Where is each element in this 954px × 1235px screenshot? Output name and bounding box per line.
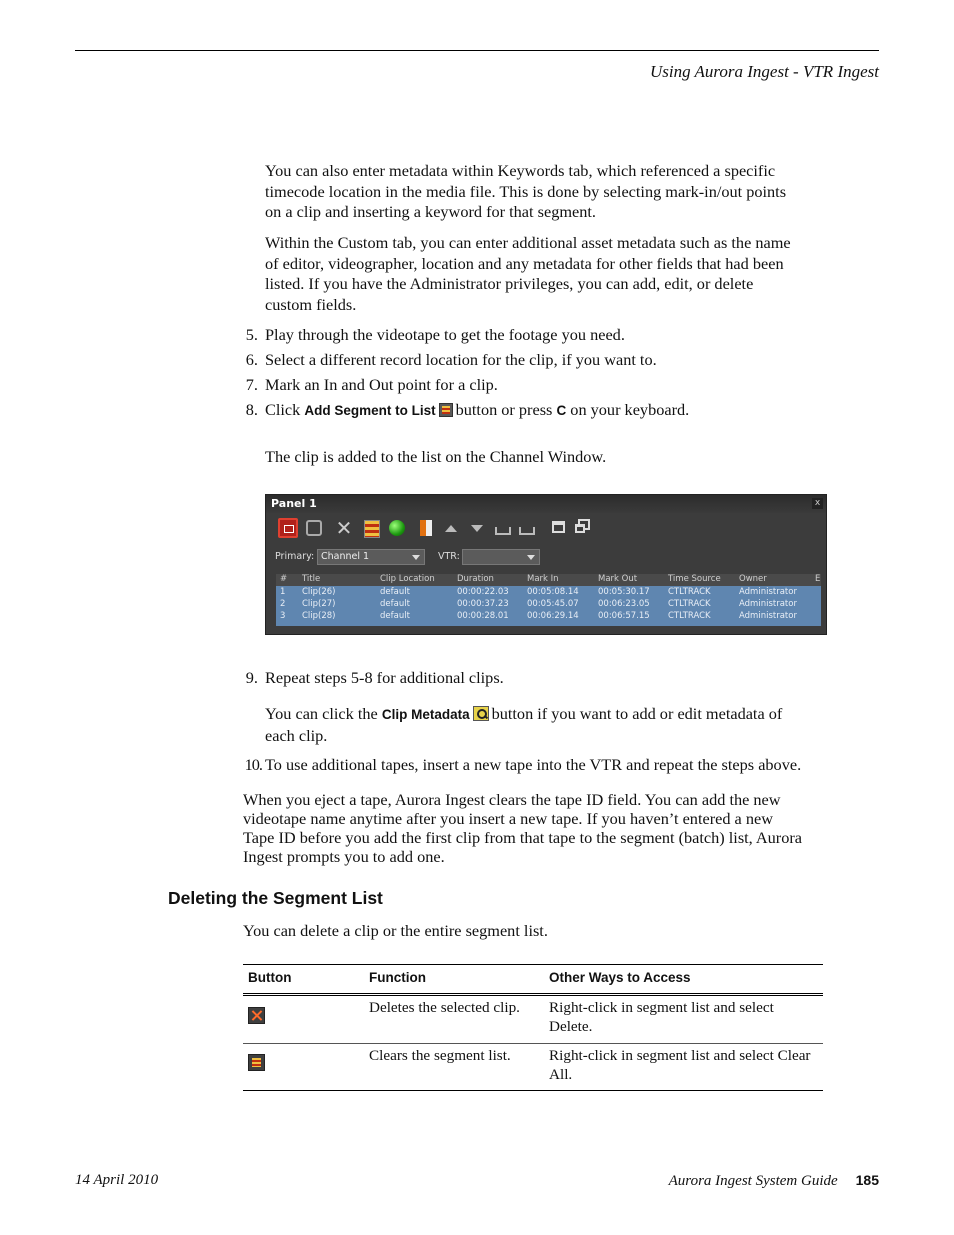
step-text: Play through the videotape to get the footage you need. — [265, 325, 625, 344]
cell: 00:00:28.01 — [457, 611, 509, 621]
column-header[interactable]: Clip Location — [380, 574, 435, 584]
text-line: timecode location in the media file. This is done by selecting mark-in/out points — [265, 181, 787, 201]
text-line — [265, 704, 782, 726]
intro-paragraph-1 — [265, 161, 786, 223]
text-line: Tape ID before you add the first clip from that tape to the segment (batch) list, Aurora — [243, 828, 803, 847]
button-table — [243, 964, 823, 1094]
text-line: Right-click in segment list and select — [549, 999, 774, 1016]
cell: 2 — [280, 599, 286, 609]
section-intro: You can delete a clip or the entire segment list. — [243, 921, 548, 940]
cell: default — [380, 587, 410, 597]
other-ways-cell — [549, 1047, 811, 1084]
grid-body — [276, 586, 821, 626]
column-header[interactable]: Owner — [739, 574, 767, 584]
delete-icon[interactable]: ✕ — [335, 516, 353, 540]
record-icon[interactable] — [278, 518, 298, 538]
green-status-icon[interactable] — [389, 520, 405, 536]
step-text — [265, 400, 689, 422]
text-run: button or press — [455, 400, 553, 419]
chevron-down-icon — [527, 555, 535, 560]
segment-list-grid — [276, 574, 821, 626]
text-run: Click — [265, 400, 301, 419]
step-number: 8. — [245, 400, 258, 419]
other-ways-cell — [549, 999, 774, 1036]
delete-x-icon — [248, 1007, 265, 1024]
column-header[interactable]: # — [280, 574, 288, 584]
column-header: Button — [248, 970, 292, 985]
text-line: custom fields. — [265, 294, 357, 314]
move-up-icon[interactable] — [445, 525, 457, 532]
column-header[interactable]: Title — [302, 574, 321, 584]
ui-label-add-segment: Add Segment to List — [304, 403, 436, 418]
cell: 00:05:08.14 — [527, 587, 579, 597]
column-header: Other Ways to Access — [549, 970, 691, 985]
step-text: Repeat steps 5-8 for additional clips. — [265, 668, 504, 687]
cell: 00:06:29.14 — [527, 611, 579, 621]
text-line: Ingest prompts you to add one. — [243, 847, 445, 866]
cell: 00:00:22.03 — [457, 587, 509, 597]
page-number: 185 — [855, 1172, 879, 1188]
footer-right — [669, 1172, 879, 1190]
text-line: videotape name anytime after you insert a new tape. If you haven’t entered a new — [243, 809, 773, 828]
cell: 00:05:30.17 — [598, 587, 650, 597]
cell: CTLTRACK — [668, 587, 711, 597]
cell: 00:05:45.07 — [527, 599, 579, 609]
table-top-rule — [243, 964, 823, 965]
cell: Administrator — [739, 611, 797, 621]
cell: Administrator — [739, 587, 797, 597]
move-down-icon[interactable] — [471, 525, 483, 532]
cell: 1 — [280, 587, 286, 597]
export-icon[interactable] — [519, 527, 535, 535]
running-header: Using Aurora Ingest - VTR Ingest — [649, 62, 879, 81]
cell: CTLTRACK — [668, 611, 711, 621]
primary-dropdown[interactable] — [317, 549, 425, 565]
copy-icon[interactable] — [420, 520, 432, 536]
column-header[interactable]: Mark In — [527, 574, 559, 584]
vtr-dropdown[interactable] — [462, 549, 540, 565]
panel-title: Panel 1 — [271, 497, 317, 510]
cell: 00:00:37.23 — [457, 599, 509, 609]
window-icon[interactable] — [552, 521, 565, 533]
step-number: 6. — [245, 350, 258, 369]
text-line: of editor, videographer, location and any metadata for other fields that had been — [265, 253, 784, 273]
table-header-rule — [243, 993, 823, 996]
clip-metadata-icon — [473, 706, 489, 721]
text-line: Within the Custom tab, you can enter additional asset metadata such as the name — [265, 233, 791, 252]
text-line: Right-click in segment list and select Clear — [549, 1047, 811, 1064]
function-cell: Clears the segment list. — [369, 1047, 511, 1064]
step9-note — [265, 704, 782, 746]
clear-list-icon — [248, 1054, 265, 1071]
text-run: You can click the — [265, 704, 378, 723]
primary-label: Primary: — [275, 551, 315, 562]
cell: default — [380, 599, 410, 609]
row-divider — [243, 1043, 823, 1044]
table-bottom-rule — [243, 1090, 823, 1091]
footer-guide-title: Aurora Ingest System Guide — [668, 1173, 838, 1189]
result-text: The clip is added to the list on the Channel Window. — [265, 447, 607, 466]
text-line: You can also enter metadata within Keywords tab, which referenced a specific — [265, 161, 776, 180]
text-line: on a clip and inserting a keyword for that segment. — [265, 202, 596, 222]
cell: Clip(26) — [302, 587, 336, 597]
text-line: Delete. — [549, 1017, 593, 1035]
column-header[interactable]: E — [815, 574, 821, 584]
panel-titlebar — [266, 495, 826, 513]
text-run: on your keyboard. — [570, 400, 690, 419]
ui-label-clip-metadata: Clip Metadata — [381, 707, 470, 722]
grid-header — [276, 574, 821, 586]
header-rule — [75, 50, 879, 51]
text-line: listed. If you have the Administrator privileges, you can add, edit, or delete — [265, 274, 754, 294]
cell: 3 — [280, 611, 286, 621]
text-line: All. — [549, 1065, 573, 1083]
cell: 00:06:57.15 — [598, 611, 650, 621]
channel-panel — [265, 494, 827, 635]
intro-paragraph-2 — [265, 233, 791, 315]
clear-list-icon[interactable] — [364, 520, 380, 538]
column-header[interactable]: Time Source — [668, 574, 721, 584]
chevron-down-icon — [412, 555, 420, 560]
text-line: When you eject a tape, Aurora Ingest clears the tape ID field. You can add the new — [243, 790, 781, 809]
cell: Clip(28) — [302, 611, 336, 621]
text-run: button if you want to add or edit metadata of — [491, 704, 783, 723]
column-header[interactable]: Duration — [457, 574, 494, 584]
step-number: 9. — [245, 668, 258, 687]
primary-value: Channel 1 — [321, 551, 370, 562]
cell: Administrator — [739, 599, 797, 609]
stop-icon[interactable] — [306, 520, 322, 536]
cell: 00:06:23.05 — [598, 599, 650, 609]
eject-paragraph — [243, 790, 802, 866]
step-number: 7. — [245, 375, 258, 394]
step-number: 5. — [245, 325, 258, 344]
cell: Clip(27) — [302, 599, 336, 609]
section-heading: Deleting the Segment List — [168, 888, 383, 908]
text-line: each clip. — [265, 725, 328, 745]
vtr-label: VTR: — [438, 551, 460, 562]
step-text: Mark an In and Out point for a clip. — [265, 375, 498, 394]
function-cell: Deletes the selected clip. — [369, 999, 520, 1016]
add-segment-icon — [439, 403, 453, 417]
step-number: 10. — [244, 755, 262, 774]
column-header[interactable]: Mark Out — [598, 574, 638, 584]
step-text: To use additional tapes, insert a new tape into the VTR and repeat the steps above. — [265, 755, 802, 774]
column-header: Function — [369, 970, 426, 985]
restore-window-icon[interactable] — [575, 524, 585, 533]
panel-close-button[interactable]: x — [812, 498, 823, 509]
import-icon[interactable] — [495, 527, 511, 535]
cell: default — [380, 611, 410, 621]
cell: CTLTRACK — [668, 599, 711, 609]
keyboard-key: C — [556, 403, 567, 418]
step-text: Select a different record location for the clip, if you want to. — [265, 350, 657, 369]
footer-date: 14 April 2010 — [75, 1172, 159, 1188]
